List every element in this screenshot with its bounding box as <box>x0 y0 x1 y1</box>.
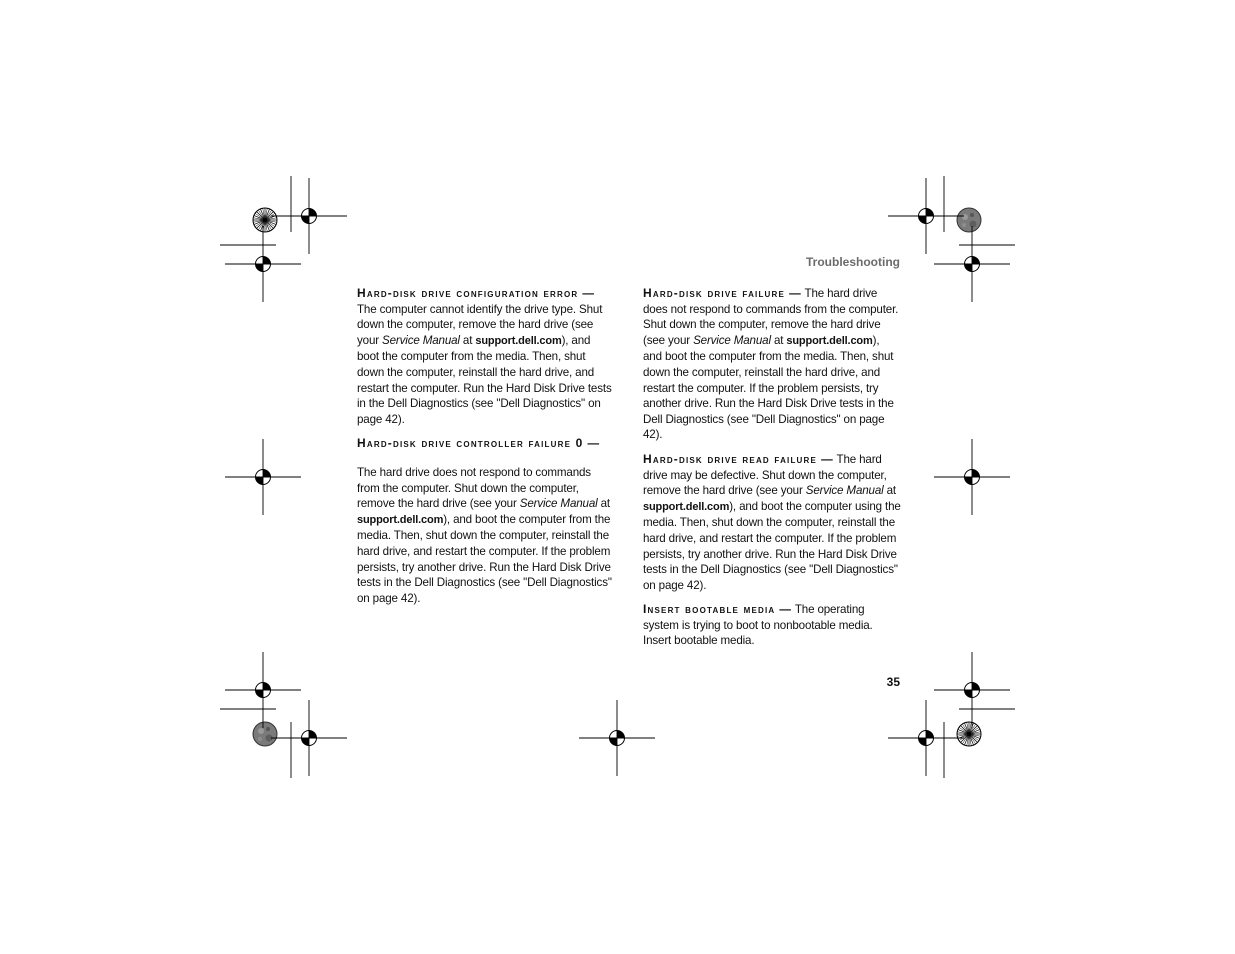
entry-term: Hard-disk drive failure <box>643 286 786 300</box>
entry-text-rest: ), and boot the computer using the media. Then, shut down the computer, reinstall the hard drive, and restart the computer. If the problem persists, try another drive. Run the Hard Disk Drive tests in the Dell Diagnostics (see "Dell Diagnostics" on page 42). <box>643 499 901 592</box>
manual-title: Service Manual <box>693 333 771 347</box>
support-link[interactable]: support.dell.com <box>786 334 873 347</box>
entry-term: Insert bootable media <box>643 602 776 617</box>
support-link[interactable]: support.dell.com <box>475 334 562 347</box>
entry-text-at: at <box>883 484 897 498</box>
entry-text: The hard drive does not respond to commands from the computer. Shut down the computer, remove the hard drive (see your <box>357 465 591 511</box>
entry-text-at: at <box>597 497 611 511</box>
entry-read-failure <box>643 452 901 593</box>
entry-text: The hard drive does not respond to commands from the computer. Shut down the computer, remove the hard drive (see your <box>643 287 899 347</box>
entry-controller-failure-body <box>357 465 615 606</box>
entry-term: Hard-disk drive configuration error <box>357 286 579 300</box>
manual-title: Service Manual <box>805 484 884 498</box>
entry-dash: — <box>582 287 594 300</box>
entry-text-at: at <box>770 333 787 347</box>
manual-title: Service Manual <box>382 333 460 347</box>
entry-dash: — <box>779 603 791 617</box>
entry-drive-failure <box>643 286 901 443</box>
entry-dash: — <box>789 287 801 300</box>
right-column <box>643 286 901 658</box>
manual-title: Service Manual <box>519 497 598 511</box>
entry-text: The computer cannot identify the drive type. Shut down the computer, remove the hard drive (see your <box>357 302 603 347</box>
entry-controller-failure <box>357 436 615 452</box>
entry-config-error <box>357 286 615 427</box>
entry-text: The hard drive may be defective. Shut down the computer, remove the hard drive (see your <box>643 452 887 498</box>
left-column <box>357 286 615 615</box>
entry-text-rest: ), and boot the computer from the media. Then, shut down the computer, reinstall the hard drive, and restart the computer. Run the Hard Disk Drive tests in the Dell Diagnostics (see "Dell Diagnostics" on page 42). <box>357 333 612 426</box>
running-head: Troubleshooting <box>806 255 900 269</box>
support-link[interactable]: support.dell.com <box>357 513 444 526</box>
entry-dash: — <box>821 452 833 466</box>
entry-term: Hard-disk drive read failure <box>643 451 818 466</box>
entry-term: Hard-disk drive controller failure 0 <box>357 436 584 451</box>
entry-insert-bootable-media <box>643 602 901 649</box>
entry-text: The operating system is trying to boot to nonbootable media. Insert bootable media. <box>643 603 873 648</box>
support-link[interactable]: support.dell.com <box>643 500 730 513</box>
page-number: 35 <box>886 675 900 689</box>
entry-text-rest: ), and boot the computer from the media. Then, shut down the computer, reinstall the hard drive, and restart the computer. If the problem persists, try another drive. Run the Hard Disk Drive tests in the Dell Diagnostics (see "Dell Diagnostics" on page 42). <box>643 333 894 442</box>
entry-dash: — <box>587 437 599 451</box>
entry-text-rest: ), and boot the computer from the media. Then, shut down the computer, reinstall the hard drive, and restart the computer. If the problem persists, try another drive. Run the Hard Disk Drive tests in the Dell Diagnostics (see "Dell Diagnostics" on page 42). <box>357 512 612 605</box>
entry-text-at: at <box>459 333 476 347</box>
